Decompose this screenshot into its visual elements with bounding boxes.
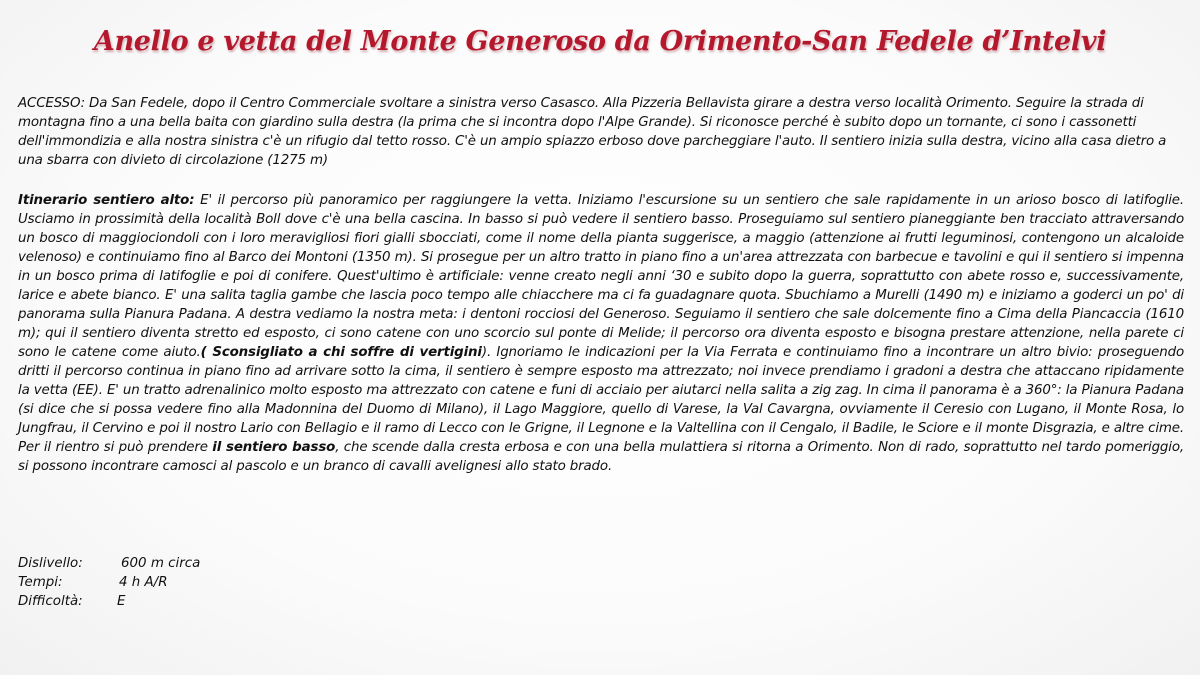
stat-label: Difficoltà: xyxy=(18,594,83,609)
stat-value: 4 h A/R xyxy=(119,575,168,590)
document-body xyxy=(18,94,1184,476)
return-path-label: il sentiero basso xyxy=(212,440,336,455)
itinerary-paragraph xyxy=(18,191,1184,476)
stat-label: Tempi: xyxy=(18,575,63,590)
itinerary-text-1: E' il percorso più panoramico per raggiungere la vetta. Iniziamo l'escursione su un sentiero che sale rapidamente in un arioso bosco di latifoglie. Usciamo in prossimità della località Boll dove c'è una bella cascina. In basso si può vedere il sentiero basso. Proseguiamo sul sentiero pianeggiante ben tracciato attraversando un bosco di maggiociondoli con i loro meravigliosi fiori gialli sbocciati, come il nome della pianta suggerisce, a maggio (attenzione ai frutti leguminosi, contengono un alcaloide velenoso) e continuiamo fino al Barco dei Montoni (1350 m). Si prosegue per un altro tratto in piano fino a un'area attrezzata con barbecue e tavolini e qui il sentiero si impenna in un bosco prima di latifoglie e poi di conifere. Quest'ultimo è artificiale: venne creato negli anni ‘30 e subito dopo la guerra, soprattutto con abete rosso e, successivamente, larice e abete bianco. E' una salita taglia gambe che lascia poco tempo alle chiacchere ma ci fa guadagnare quota. Sbuchiamo a Murelli (1490 m) e iniziamo a goderci un po' di panorama sulla Pianura Padana. A destra vediamo la nostra meta: i dentoni rocciosi del Generoso. Seguiamo il sentiero che sale dolcemente fino a Cima della Piancaccia (1610 m); qui il sentiero diventa stretto ed esposto, ci sono catene con uno scorcio sul ponte di Melide; il percorso ora diventa esposto e bisogna prestare attenzione, nella parete ci sono le catene come aiuto. xyxy=(18,193,1184,360)
itinerary-text-3: , che scende dalla cresta erbosa e con una bella mulattiera si ritorna a Orimento. Non di rado, soprattutto nel tardo pomeriggio, si possono incontrare camosci al pascolo e un branco di cavalli avelignesi allo stato brado. xyxy=(18,440,1185,474)
vertigo-warning: ( Sconsigliato a chi soffre di vertigini xyxy=(200,345,482,360)
itinerary-text-2: ). Ignoriamo le indicazioni per la Via Ferrata e continuiamo fino a incontrare un altro bivio: proseguendo dritti il percorso continua in piano fino ad arrivare sotto la cima, il sentiero è sempre esposto ma attrezzato; noi invece prendiamo i gradoni a destra che attaccano ripidamente la vetta (EE). E' un tratto adrenalinico molto esposto ma attrezzato con catene e funi di acciaio per aiutarci nella salita a zig zag. In cima il panorama è a 360°: la Pianura Padana (si dice che si possa vedere fino alla Madonnina del Duomo di Milano), il Lago Maggiore, quello di Varese, la Val Cavargna, ovviamente il Ceresio con Lugano, il Monte Rosa, lo Jungfrau, il Cervino e poi il nostro Lario con Bellagio e il ramo di Lecco con le Grigne, il Legnone e la Valtellina con il Cengalo, il Badile, le Sciore e il monte Disgrazia, e altre cime. Per il rientro si può prendere xyxy=(18,345,1184,455)
access-paragraph: ACCESSO: Da San Fedele, dopo il Centro Commerciale svoltare a sinistra verso Casasco. Alla Pizzeria Bellavista girare a destra verso località Orimento. Seguire la strada di montagna fino a una bella baita con giardino sulla destra (la prima che si incontra dopo l'Alpe Grande). Si riconosce perché è subito dopo un tornante, ci sono i cassonetti dell'immondizia e alla nostra sinistra c'è un rifugio dal tetto rosso. C'è un ampio spiazzo erboso dove parcheggiare l'auto. Il sentiero inizia sulla destra, vicino alla casa dietro a una sbarra con divieto di circolazione (1275 m) xyxy=(18,96,1167,168)
itinerary-heading: Itinerario sentiero alto: xyxy=(18,193,195,208)
stat-label: Dislivello: xyxy=(18,556,83,571)
stat-elevation xyxy=(18,554,200,573)
stat-difficulty xyxy=(18,592,200,611)
stat-value: E xyxy=(117,594,126,609)
stat-time xyxy=(18,573,200,592)
stat-value: 600 m circa xyxy=(121,556,201,571)
page-title: Anello e vetta del Monte Generoso da Orimento-San Fedele d’Intelvi xyxy=(93,26,1107,57)
route-stats xyxy=(18,554,200,611)
